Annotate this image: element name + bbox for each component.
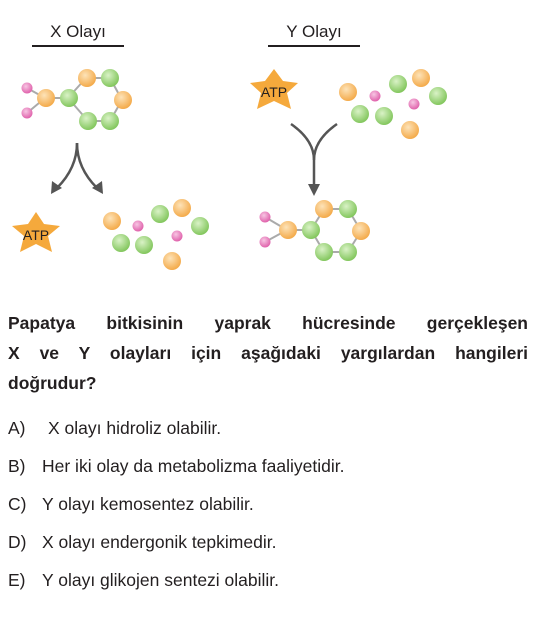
question-line: doğrudur?	[8, 373, 97, 393]
option-e[interactable]	[8, 570, 279, 591]
option-b[interactable]	[8, 456, 345, 477]
x-monomers	[103, 199, 209, 270]
option-key: D)	[8, 532, 27, 552]
y-join-arrow	[291, 124, 337, 186]
pink-bead	[22, 108, 33, 119]
atp-star-label: ATP	[22, 227, 50, 243]
option-key: C)	[8, 494, 27, 514]
arrowhead-down	[308, 184, 320, 196]
orange-bead	[114, 91, 132, 109]
option-key: E)	[8, 570, 26, 590]
question-stem	[8, 308, 528, 398]
x-event-label: X Olayı	[50, 22, 106, 41]
orange-bead	[37, 89, 55, 107]
option-key: B)	[8, 456, 26, 476]
option-text: Y olayı glikojen sentezi olabilir.	[42, 570, 280, 590]
question-line: X ve Y olayları için aşağıdaki yargılardan hangileri	[8, 343, 528, 363]
option-a[interactable]	[8, 418, 221, 439]
atp-star-label: ATP	[260, 84, 288, 100]
option-text: Y olayı kemosentez olabilir.	[42, 494, 254, 514]
green-bead	[79, 112, 97, 130]
pink-bead	[22, 83, 33, 94]
green-bead	[60, 89, 78, 107]
orange-bead	[78, 69, 96, 87]
y-monomers	[339, 69, 447, 139]
y-event-label: Y Olayı	[286, 22, 342, 41]
option-text: Her iki olay da metabolizma faaliyetidir.	[42, 456, 345, 476]
option-text: X olayı endergonik tepkimedir.	[42, 532, 277, 552]
option-c[interactable]	[8, 494, 254, 515]
green-bead	[101, 69, 119, 87]
x-split-arrows	[57, 143, 97, 188]
diagram-drawing	[0, 0, 544, 290]
question-line: Papatya bitkisinin yaprak hücresinde gerçekleşen	[8, 313, 528, 333]
reaction-diagram	[0, 0, 544, 290]
option-text: X olayı hidroliz olabilir.	[48, 418, 222, 438]
green-bead	[101, 112, 119, 130]
option-key: A)	[8, 418, 26, 438]
option-d[interactable]	[8, 532, 276, 553]
